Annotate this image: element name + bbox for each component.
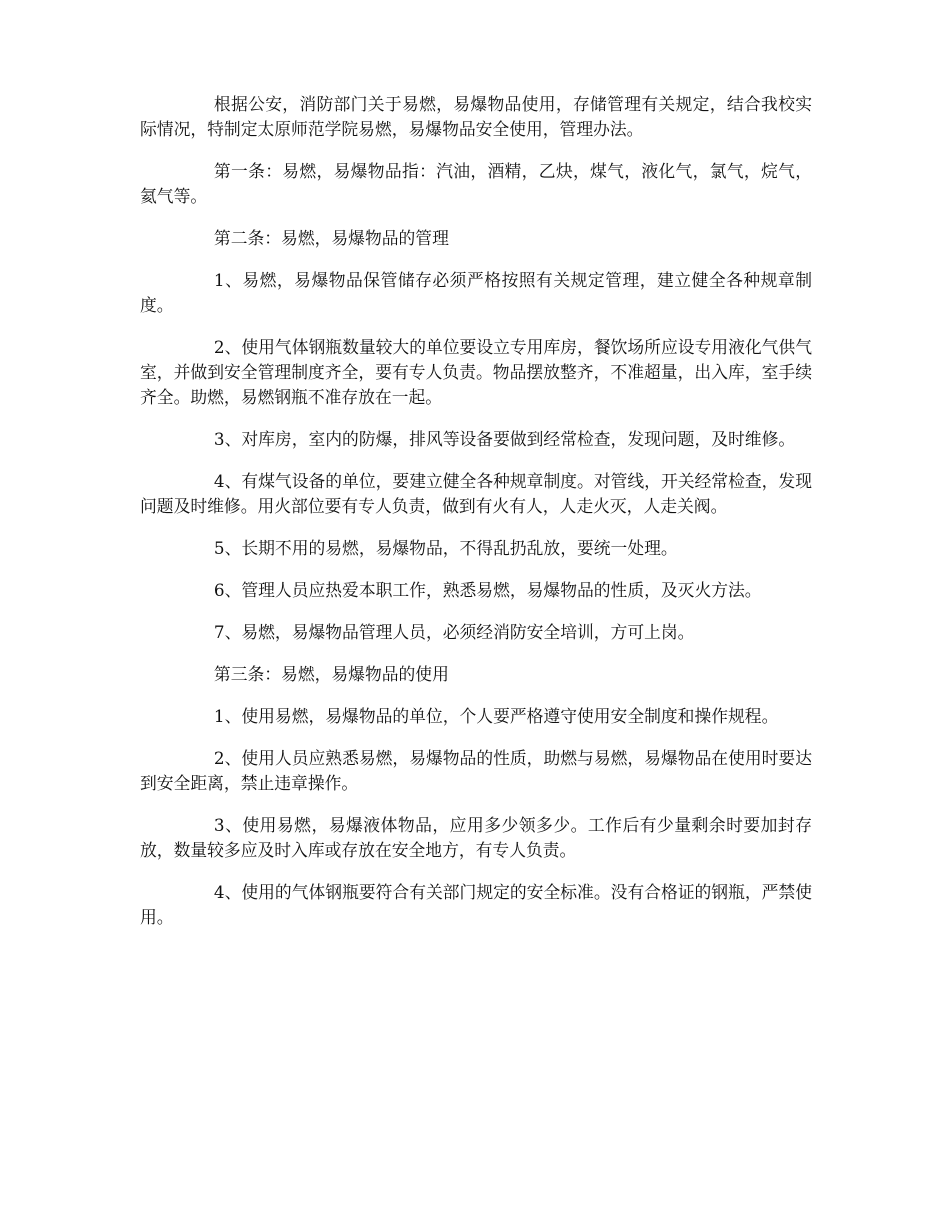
article-1-paragraph: 第一条：易燃，易爆物品指：汽油，酒精，乙炔，煤气，液化气，氯气，烷气，氦气等。: [140, 161, 812, 206]
article-2-item-7: 7、易燃，易爆物品管理人员，必须经消防安全培训，方可上岗。: [213, 622, 695, 642]
article-2-item-1: 1、易燃，易爆物品保管储存必须严格按照有关规定管理，建立健全各种规章制度。: [140, 270, 812, 315]
article-3-heading: 第三条：易燃，易爆物品的使用: [213, 664, 449, 684]
article-2-item-5: 5、长期不用的易燃，易爆物品，不得乱扔乱放，要统一处理。: [213, 538, 678, 558]
article-3-item-3: 3、使用易燃，易爆液体物品，应用多少领多少。工作后有少量剩余时要加封存放，数量较多应及时入库或存放在安全地方，有专人负责。: [140, 815, 812, 860]
article-2-item-3: 3、对库房，室内的防爆，排风等设备要做到经常检查，发现问题，及时维修。: [213, 429, 796, 449]
intro-paragraph: 根据公安，消防部门关于易燃，易爆物品使用，存储管理有关规定，结合我校实际情况，特制定太原师范学院易燃，易爆物品安全使用，管理办法。: [140, 94, 812, 139]
article-2-item-6: 6、管理人员应热爱本职工作，熟悉易燃，易爆物品的性质，及灭火方法。: [213, 580, 762, 600]
article-2-item-2: 2、使用气体钢瓶数量较大的单位要设立专用库房，餐饮场所应设专用液化气供气室，并做到安全管理制度齐全，要有专人负责。物品摆放整齐，不准超量，出入库，室手续齐全。助燃，易燃钢瓶不准存放在一起。: [140, 337, 812, 407]
document-body: [140, 92, 812, 947]
article-3-item-1: 1、使用易燃，易爆物品的单位，个人要严格遵守使用安全制度和操作规程。: [213, 706, 779, 726]
article-2-item-4: 4、有煤气设备的单位，要建立健全各种规章制度。对管线，开关经常检查，发现问题及时维修。用火部位要有专人负责，做到有火有人，人走火灭，人走关阀。: [140, 471, 812, 516]
article-3-item-4: 4、使用的气体钢瓶要符合有关部门规定的安全标准。没有合格证的钢瓶，严禁使用。: [140, 882, 812, 927]
article-3-item-2: 2、使用人员应熟悉易燃，易爆物品的性质，助燃与易燃，易爆物品在使用时要达到安全距离，禁止违章操作。: [140, 748, 812, 793]
article-2-heading: 第二条：易燃，易爆物品的管理: [213, 228, 449, 248]
